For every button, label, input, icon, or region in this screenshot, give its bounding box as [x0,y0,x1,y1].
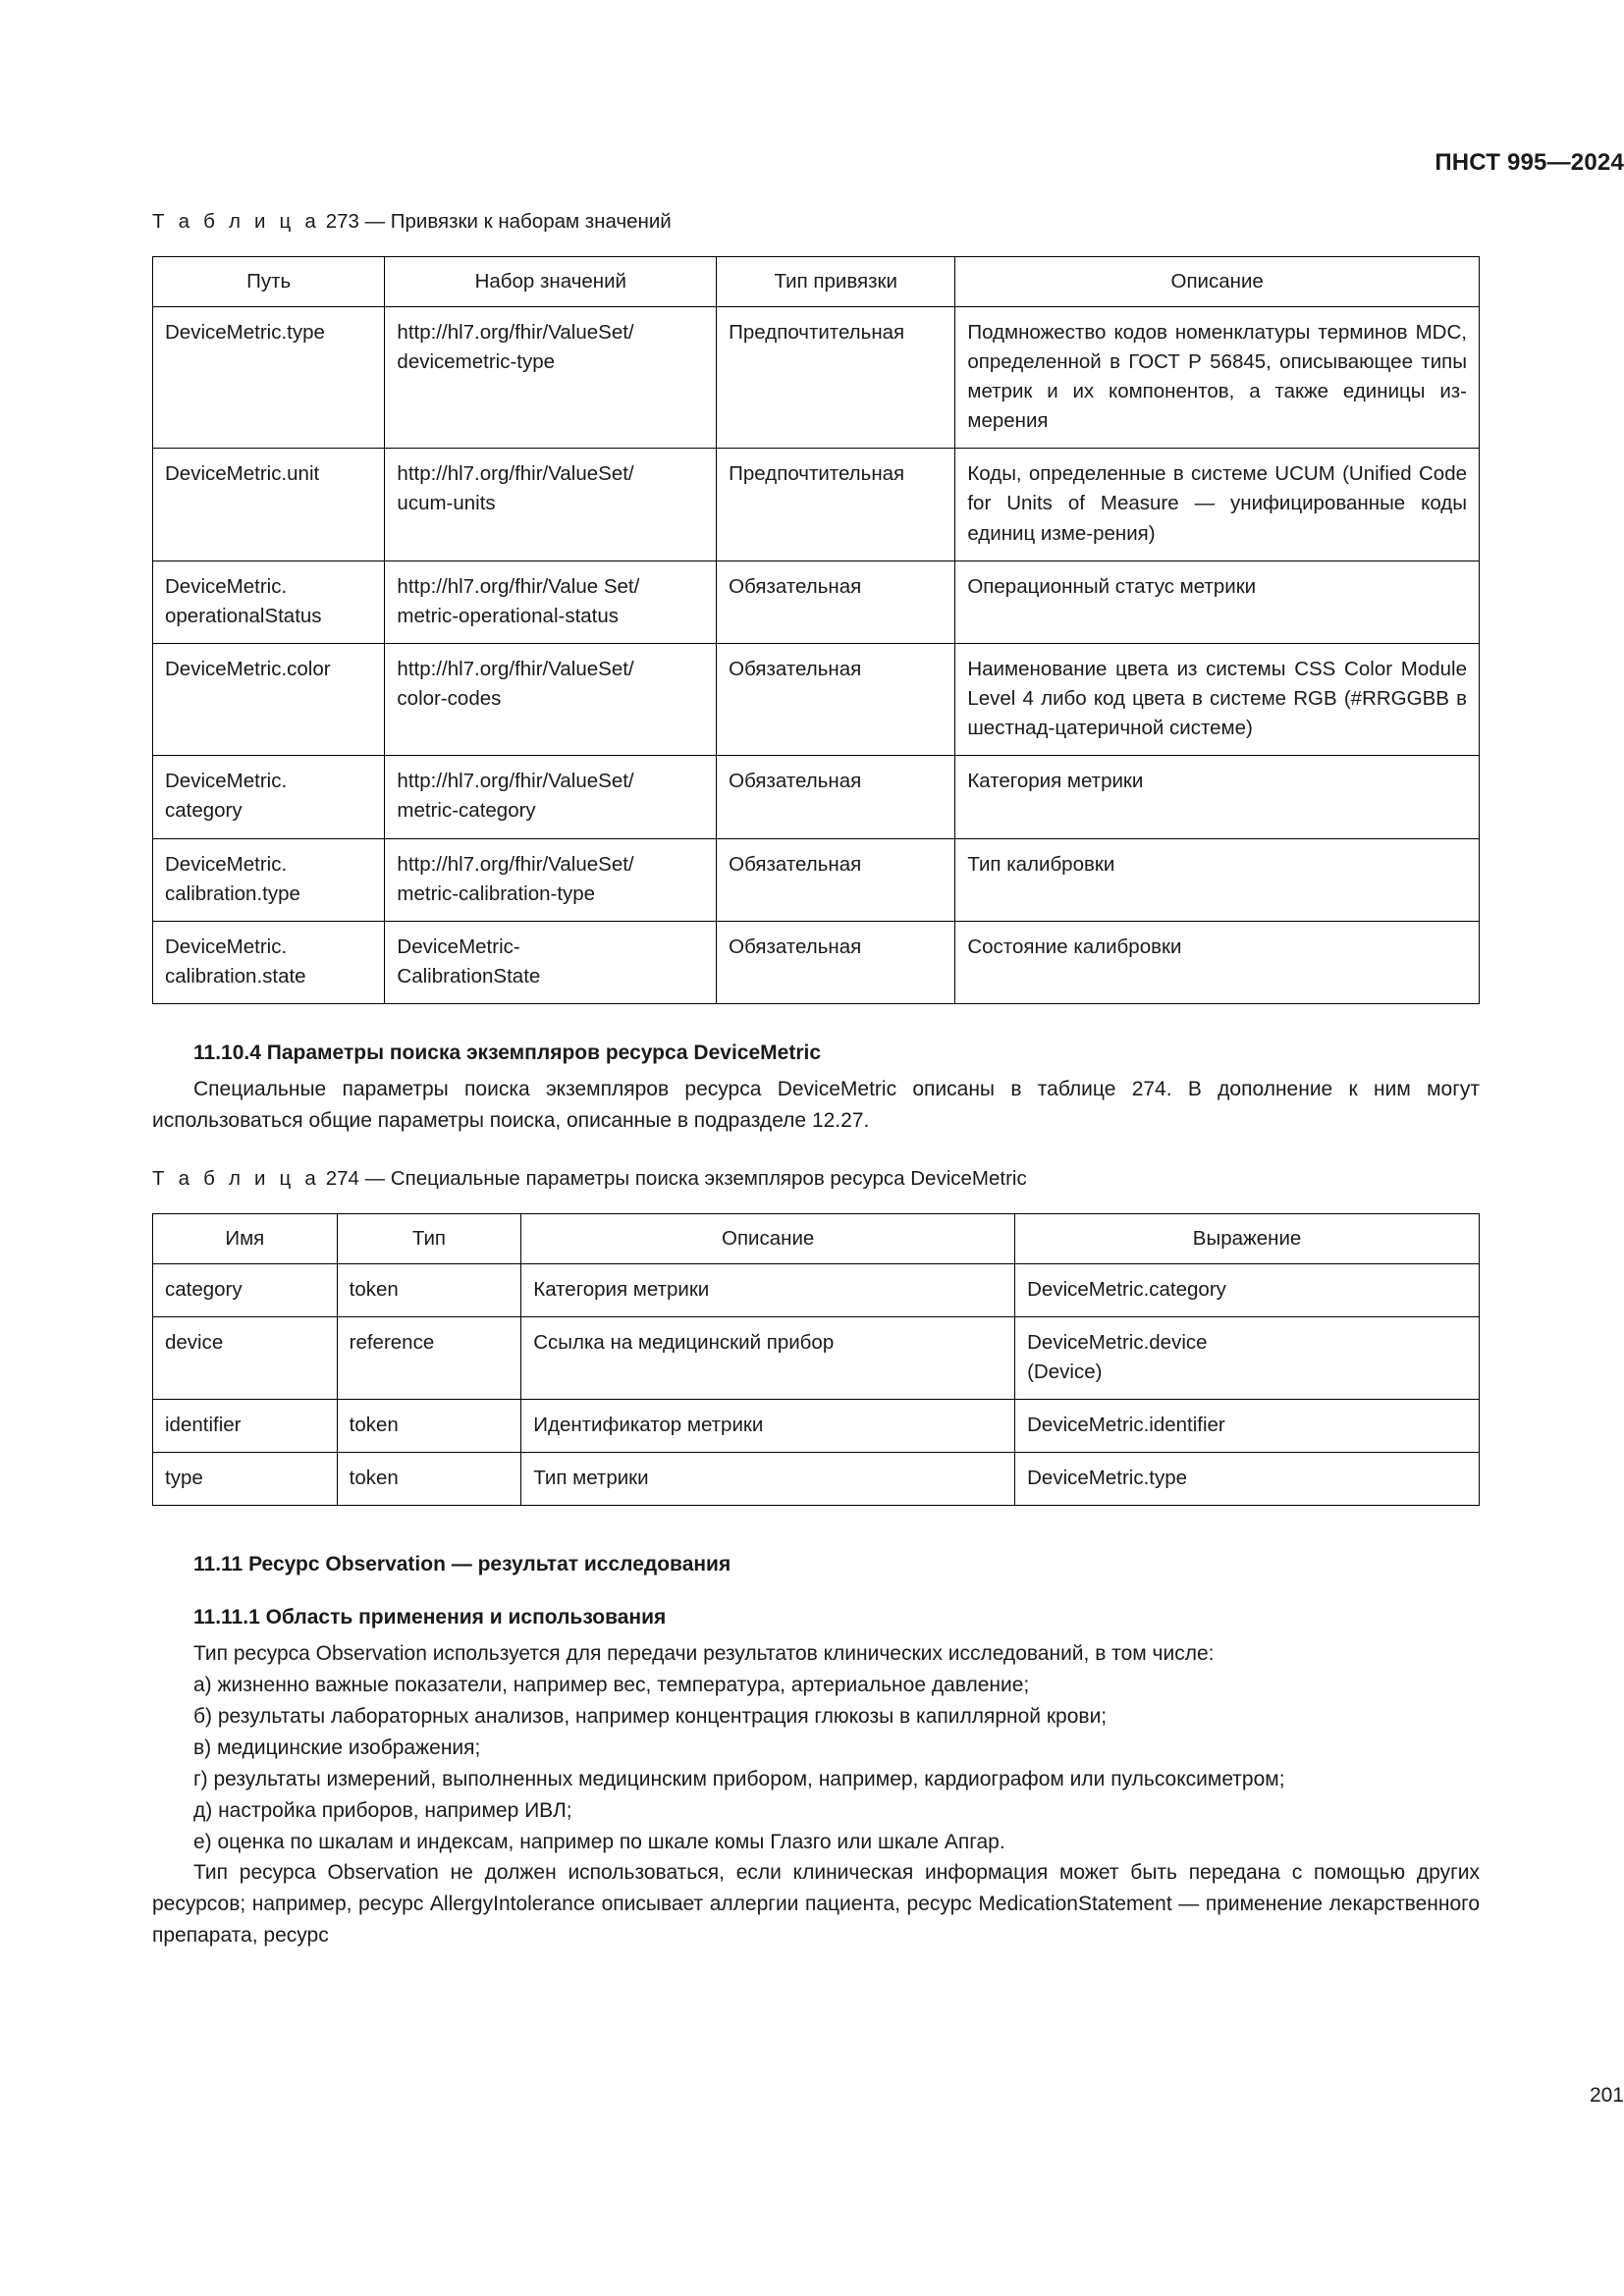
cell-description: Тип метрики [521,1453,1015,1506]
cell-description: Категория метрики [955,756,1480,838]
table-274-col-name: Имя [153,1213,338,1263]
cell-valueset: DeviceMetric- CalibrationState [385,921,717,1003]
cell-binding: Обязательная [717,756,955,838]
table-273-caption [152,209,1480,235]
cell-name: type [153,1453,338,1506]
table-273-caption-label: Т а б л и ц а [152,210,320,233]
cell-valueset: http://hl7.org/fhir/ValueSet/ color-codes [385,643,717,755]
cell-description: Идентификатор метрики [521,1400,1015,1453]
table-row [153,921,1480,1003]
table-row [153,1453,1480,1506]
cell-valueset: http://hl7.org/fhir/ValueSet/ devicemetric-type [385,306,717,449]
cell-binding: Обязательная [717,643,955,755]
cell-expression: DeviceMetric.device (Device) [1015,1316,1480,1399]
table-274-caption [152,1166,1480,1192]
page-number: 201 [1589,2084,1624,2107]
cell-description: Наименование цвета из системы CSS Color Module Level 4 либо код цвета в системе RGB (#RRGGBB в шестнад-цатеричной системе) [955,643,1480,755]
list-item-g: г) результаты измерений, выполненных медицинским прибором, например, кардиографом или пульсоксиметром; [193,1767,1285,1790]
table-274-col-type: Тип [337,1213,521,1263]
cell-description: Состояние калибровки [955,921,1480,1003]
cell-binding: Предпочтительная [717,449,955,561]
cell-expression: DeviceMetric.type [1015,1453,1480,1506]
table-row [153,306,1480,449]
paragraph-11-11-1-intro: Тип ресурса Observation используется для передачи результатов клинических исследований, в том числе: [193,1642,1215,1666]
cell-description: Операционный статус метрики [955,561,1480,643]
cell-path: DeviceMetric. operationalStatus [153,561,385,643]
cell-name: category [153,1263,338,1316]
list-item-b: б) результаты лабораторных анализов, например концентрация глюкозы в капиллярной крови; [193,1704,1108,1728]
cell-type: reference [337,1316,521,1399]
cell-expression: DeviceMetric.identifier [1015,1400,1480,1453]
cell-name: identifier [153,1400,338,1453]
table-row [153,643,1480,755]
table-274-col-expression: Выражение [1015,1213,1480,1263]
cell-binding: Обязательная [717,561,955,643]
table-row [153,449,1480,561]
heading-11-10-4: 11.10.4 Параметры поиска экземпляров ресурса DeviceMetric [193,1041,822,1064]
table-row [153,1316,1480,1399]
cell-path: DeviceMetric. calibration.type [153,838,385,921]
cell-description: Коды, определенные в системе UCUM (Unified Code for Units of Measure — унифицированные коды единиц изме-рения) [955,449,1480,561]
table-273-col-description: Описание [955,256,1480,306]
table-273-caption-text: 273 — Привязки к наборам значений [325,210,672,233]
cell-description: Тип калибровки [955,838,1480,921]
table-274 [152,1213,1480,1507]
cell-type: token [337,1453,521,1506]
cell-valueset: http://hl7.org/fhir/Value Set/ metric-operational-status [385,561,717,643]
cell-path: DeviceMetric. calibration.state [153,921,385,1003]
list-item-a: а) жизненно важные показатели, например вес, температура, артериальное давление; [193,1673,1030,1696]
table-row [153,1263,1480,1316]
list-item-v: в) медицинские изображения; [193,1735,481,1759]
cell-valueset: http://hl7.org/fhir/ValueSet/ ucum-units [385,449,717,561]
cell-path: DeviceMetric.unit [153,449,385,561]
table-273-col-valueset: Набор значений [385,256,717,306]
table-274-col-description: Описание [521,1213,1015,1263]
cell-valueset: http://hl7.org/fhir/ValueSet/ metric-calibration-type [385,838,717,921]
list-item-e: е) оценка по шкалам и индексам, например по шкале комы Глазго или шкале Апгар. [193,1830,1005,1853]
table-273-col-path: Путь [153,256,385,306]
cell-path: DeviceMetric. category [153,756,385,838]
paragraph-11-10-4: Специальные параметры поиска экземпляров ресурса DeviceMetric описаны в таблице 274. В дополнение к ним могут использоваться общие параметры поиска, описанные в подразделе 12.27. [152,1078,1480,1133]
running-header: ПНСТ 995—2024 [1435,149,1624,176]
table-274-caption-text: 274 — Специальные параметры поиска экземпляров ресурса DeviceMetric [325,1167,1027,1191]
paragraph-11-11-1-closing: Тип ресурса Observation не должен использоваться, если клиническая информация может быть передана с помощью других ресурсов; например, ресурс AllergyIntolerance описывает аллергии пациента, ресурс MedicationStatement — применение лекарственного препарата, ресурс [152,1861,1480,1948]
table-row [153,838,1480,921]
cell-type: token [337,1263,521,1316]
table-273 [152,256,1480,1004]
table-row [153,561,1480,643]
cell-description: Ссылка на медицинский прибор [521,1316,1015,1399]
cell-description: Подмножество кодов номенклатуры терминов MDC, определенной в ГОСТ Р 56845, описывающее типы метрик и их компонентов, а также единицы из-мерения [955,306,1480,449]
table-274-header-row [153,1213,1480,1263]
cell-name: device [153,1316,338,1399]
table-273-col-binding: Тип привязки [717,256,955,306]
cell-expression: DeviceMetric.category [1015,1263,1480,1316]
heading-11-11: 11.11 Ресурс Observation — результат исследования [193,1553,731,1576]
cell-path: DeviceMetric.type [153,306,385,449]
cell-binding: Предпочтительная [717,306,955,449]
cell-binding: Обязательная [717,921,955,1003]
table-273-header-row [153,256,1480,306]
list-item-d: д) настройка приборов, например ИВЛ; [193,1798,572,1822]
cell-type: token [337,1400,521,1453]
cell-path: DeviceMetric.color [153,643,385,755]
table-274-caption-label: Т а б л и ц а [152,1167,320,1191]
cell-valueset: http://hl7.org/fhir/ValueSet/ metric-category [385,756,717,838]
heading-11-11-1: 11.11.1 Область применения и использования [193,1605,667,1629]
table-row [153,756,1480,838]
cell-description: Категория метрики [521,1263,1015,1316]
table-row [153,1400,1480,1453]
page-content [152,0,1480,1951]
cell-binding: Обязательная [717,838,955,921]
